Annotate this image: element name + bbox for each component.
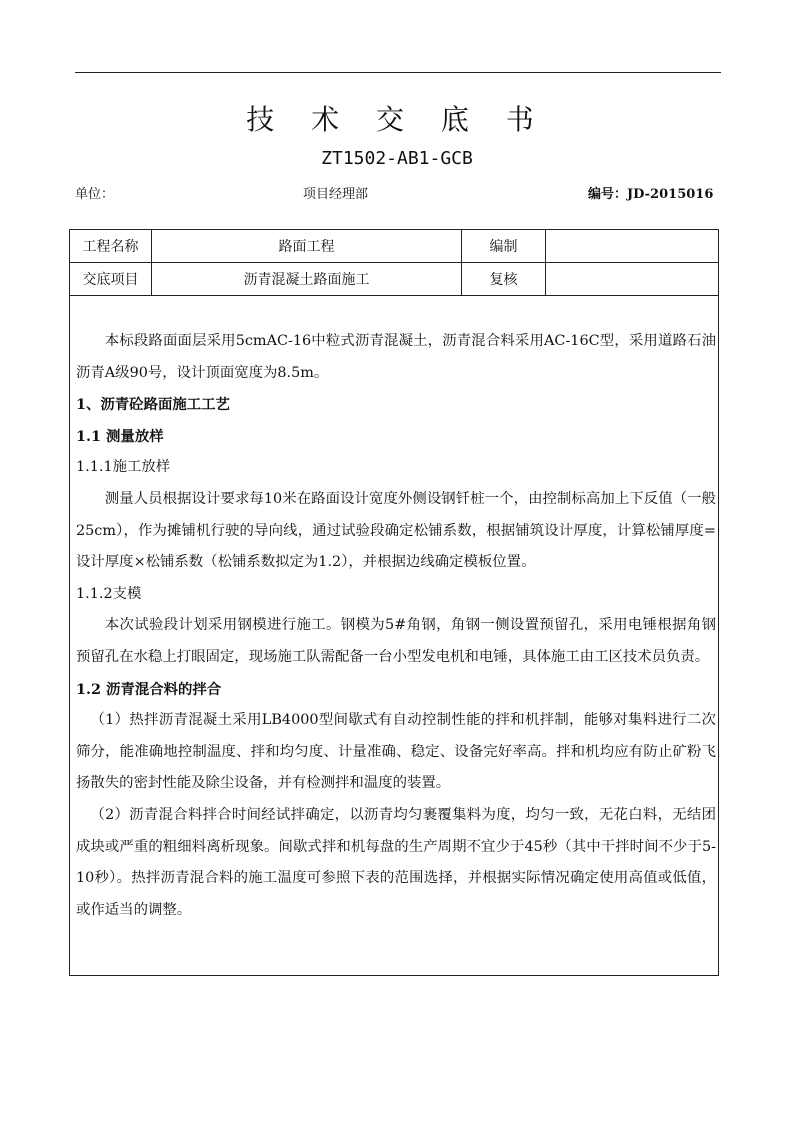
- reviewed-by-value: [546, 263, 718, 295]
- document-number: 编号：JD-2015016: [588, 187, 714, 202]
- paragraph-1-2-2: （2）沥青混合料拌合时间经试拌确定，以沥青均匀裹覆集料为度，均匀一致，无花白料，无结团成块或严重的粗细料离析现象。间歇式拌和机每盘的生产周期不宜少于45秒（其中干拌时间不少于5-10秒）。热拌沥青混合料的施工温度可参照下表的范围选择，并根据实际情况确定使用高值或低值，或作适当的调整。: [76, 806, 716, 918]
- section-heading-1-1: 1.1 测量放样: [76, 427, 164, 445]
- header-row-project: [70, 230, 718, 263]
- paragraph-1-1-2: 本次试验段计划采用钢模进行施工。钢模为5#角钢，角钢一侧设置预留孔，采用电锤根据角钢预留孔在水稳上打眼固定，现场施工队需配备一台小型发电机和电锤，具体施工由工区技术员负责。: [76, 617, 716, 665]
- document-code: ZT1502-AB1-GCB: [321, 148, 473, 169]
- section-heading-1: 1、沥青砼路面施工工艺: [76, 396, 230, 414]
- project-name-label: 工程名称: [70, 230, 152, 262]
- paragraph-1-2-1: （1）热拌沥青混凝土采用LB4000型间歇式有自动控制性能的拌和机拌制，能够对集料进行二次筛分，能准确地控制温度、拌和均匀度、计量准确、稳定、设备完好率高。拌和机均应有防止矿粉飞扬散失的密封性能及除尘设备，并有检测拌和温度的装置。: [76, 712, 716, 792]
- top-rule: [75, 72, 721, 73]
- unit-label: 单位：: [75, 187, 115, 202]
- header-row-item: [70, 263, 718, 296]
- briefing-item-value: 沥青混凝土路面施工: [152, 263, 462, 295]
- department-name: 项目经理部: [303, 187, 369, 202]
- reviewed-by-label: 复核: [462, 263, 546, 295]
- compiled-by-label: 编制: [462, 230, 546, 262]
- section-heading-1-2: 1.2 沥青混合料的拌合: [76, 680, 222, 698]
- briefing-content: [76, 326, 716, 926]
- intro-paragraph: 本标段路面面层采用5cmAC-16中粒式沥青混凝土，沥青混合料采用AC-16C型，采用道路石油沥青A级90号，设计顶面宽度为8.5m。: [76, 333, 716, 381]
- section-heading-1-1-2: 1.1.2支模: [76, 585, 142, 602]
- paragraph-1-1-1: 测量人员根据设计要求每10米在路面设计宽度外侧设钢钎桩一个，由控制标高加上下反值（一般25cm），作为摊铺机行驶的导向线，通过试验段确定松铺系数，根据铺筑设计厚度，计算松铺厚度=设计厚度×松铺系数（松铺系数拟定为1.2），并根据边线确定模板位置。: [76, 490, 716, 571]
- briefing-sheet: [69, 229, 719, 976]
- document-title: 技 术 交 底 书: [246, 103, 548, 136]
- project-name-value: 路面工程: [152, 230, 462, 262]
- briefing-item-label: 交底项目: [70, 263, 152, 295]
- section-heading-1-1-1: 1.1.1施工放样: [76, 459, 171, 476]
- compiled-by-value: [546, 230, 718, 262]
